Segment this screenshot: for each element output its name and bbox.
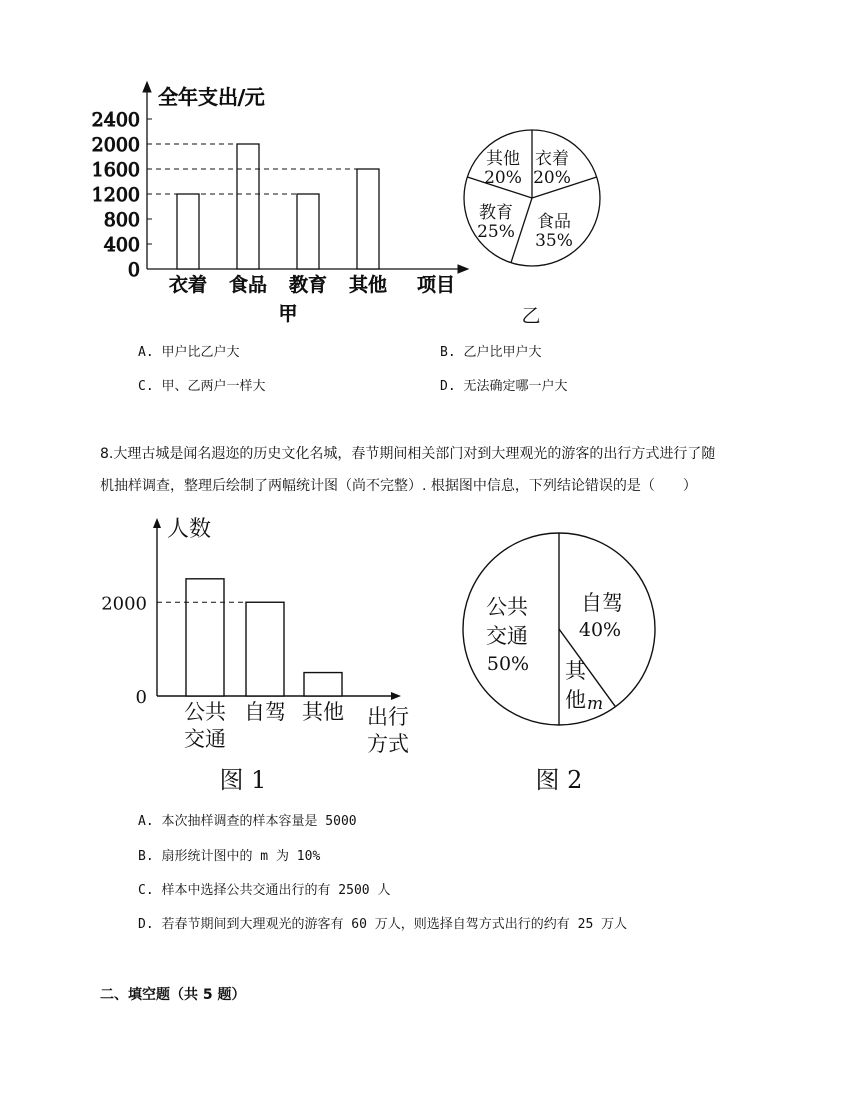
q8-option-a: A. 本次抽样调查的样本容量是 5000 [138,814,357,829]
slice-percent: 50% [486,653,530,675]
bar [246,602,284,696]
y-tick-label: 1600 [91,159,140,181]
x-axis-label: 方式 [367,732,409,756]
x-tick-label: 教育 [288,274,328,296]
y-tick-label: 2400 [91,109,140,131]
y-tick-label: 0 [127,259,140,281]
slice-label: 衣着 [535,149,569,169]
chart-caption: 乙 [521,305,541,327]
option-c: C. 甲、乙两户一样大 [138,379,266,394]
x-tick-label: 交通 [184,727,226,751]
bar [357,169,379,269]
bar [186,579,224,696]
y-axis-label: 人数 [167,517,212,542]
slice-label: 食品 [537,212,571,232]
slice-percent: 20% [533,168,571,188]
question-8-line1: 8.大理古城是闻名遐迩的历史文化名城，春节期间相关部门对到大理观光的游客的出行方式进行了随 [100,446,716,462]
x-axis-arrow [391,692,401,700]
x-axis-label: 项目 [416,274,456,296]
chart-caption: 甲 [278,303,298,325]
y-axis-label: 全年支出/元 [158,85,265,109]
slice-label: 自驾 [581,591,623,615]
question-8-text [100,438,780,502]
slice-percent: 25% [477,222,515,242]
option-a: A. 甲户比乙户大 [138,345,240,360]
x-tick-label: 衣着 [168,274,208,296]
slice-percent: m [587,694,604,714]
x-tick-label: 其他 [348,274,388,296]
slice-label: 教育 [479,203,513,223]
y-tick-label: 2000 [91,134,140,156]
bar [304,673,342,696]
y-tick-label: 800 [103,209,140,231]
y-axis-arrow [143,82,151,92]
chart-yi [455,120,615,330]
option-d: D. 无法确定哪一户大 [440,379,568,394]
chart-fig1 [95,510,435,800]
chart-fig2 [460,515,680,800]
chart-jia [90,70,470,330]
slice-percent: 20% [484,168,522,188]
section-heading: 二、填空题（共 5 题） [100,987,246,1003]
x-tick-label: 自驾 [244,700,286,724]
x-axis-label: 出行 [367,705,409,729]
y-tick-label: 0 [135,687,147,708]
y-tick-label: 2000 [101,593,147,615]
q8-option-d: D. 若春节期间到大理观光的游客有 60 万人，则选择自驾方式出行的约有 25 万人 [138,917,628,932]
slice-percent: 40% [578,619,622,641]
slice-label: 他 [565,688,586,712]
x-tick-label: 其他 [302,700,344,724]
q8-option-b: B. 扇形统计图中的 m 为 10% [138,849,321,864]
chart-caption: 图 1 [219,766,267,794]
option-b: B. 乙户比甲户大 [440,345,542,360]
x-tick-label: 食品 [228,274,268,296]
slice-label: 交通 [486,624,528,648]
y-tick-label: 1200 [91,184,140,206]
y-axis-arrow [153,518,161,528]
bar [177,194,199,269]
chart-caption: 图 2 [535,766,583,794]
bar [237,144,259,269]
slice-label: 公共 [486,595,528,619]
slice-percent: 35% [535,231,573,251]
question-8-line2: 机抽样调查，整理后绘制了两幅统计图（尚不完整）. 根据图中信息，下列结论错误的是（ ） [100,478,697,494]
slice-label: 其他 [486,149,520,169]
q8-option-c: C. 样本中选择公共交通出行的有 2500 人 [138,883,391,898]
x-tick-label: 公共 [184,700,226,724]
y-tick-label: 400 [103,234,140,256]
bar [297,194,319,269]
slice-label: 其 [565,659,586,683]
